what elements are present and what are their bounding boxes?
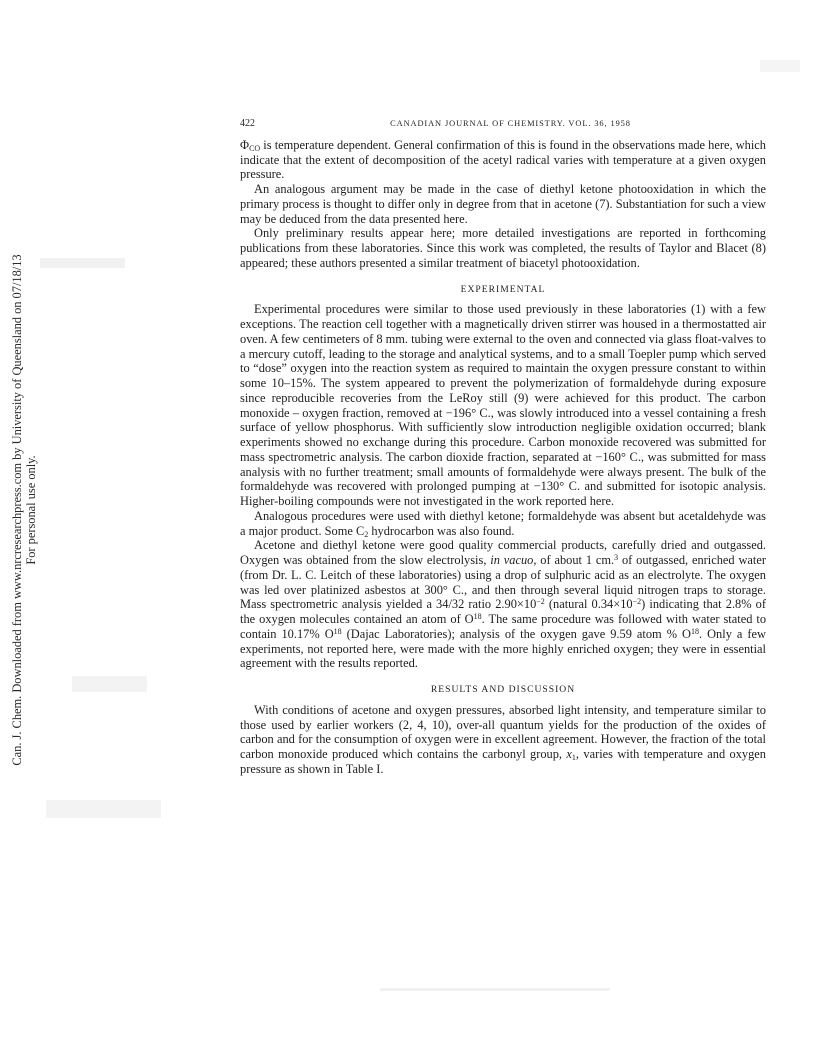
superscript: 18 xyxy=(473,612,482,621)
text-run: of outgassed, enriched water (from Dr. L. C. Leitch of these laboratories) using a drop of sulphuric acid as an electrolyte. The oxygen was led over platinized asbestos at 300° C., and then through several liquid nitrogen traps to storage. Mass spectrometric analysis yielded a 34/32 ratio 2.90×10 xyxy=(240,553,766,612)
text-run: . The same procedure was followed with water stated to contain 10.17% O xyxy=(240,612,767,641)
intro-paragraph-3: Only preliminary results appear here; more detailed investigations are reported in forthcoming publications from these laboratories. Since this work was completed, the results of Taylor and Blacet (8) appeared; these authors presented a similar treatment of biacetyl photooxidation. xyxy=(240,226,766,270)
download-watermark xyxy=(2,245,44,765)
italic-phrase: in vacuo xyxy=(490,553,534,567)
scan-noise xyxy=(46,800,161,818)
experimental-paragraph-3 xyxy=(240,538,766,671)
superscript: −2 xyxy=(632,597,642,607)
running-header xyxy=(240,117,766,132)
phi-symbol: Φ xyxy=(240,137,250,152)
watermark-source-line: Can. J. Chem. Downloaded from www.nrcresearchpress.com by University of Queensland on 07/18/13 xyxy=(10,254,24,766)
superscript: 18 xyxy=(691,626,699,636)
experimental-heading: EXPERIMENTAL xyxy=(460,283,546,295)
text-run: , of about 1 cm. xyxy=(533,553,615,567)
text-run: hydrocarbon was also found. xyxy=(368,523,515,538)
scan-noise xyxy=(380,988,610,991)
experimental-paragraph-1: Experimental procedures were similar to those used previously in these laboratories (1) with a few exceptions. The reaction cell together with a magnetically driven stirrer was housed in a thermostatted air oven. A few centimeters of 8 mm. tubing were external to the oven and connected via glass float-valves to a mercury cutoff, leading to the storage and analytical systems, and to a small Toepler pump which served to “dose” oxygen into the reaction system as required to maintain the oxygen pressure constant to within some 10–15%. The system appeared to prevent the polymerization of formaldehyde during exposure since reproducible recoveries from the LeRoy still (9) were achieved for this product. The carbon monoxide – oxygen fraction, removed at −196° C., was slowly introduced into a vessel containing a fresh surface of yellow phosphorus. With sufficiently slow introduction negligible oxidation occurred; blank experiments showed no exchange during this procedure. Carbon monoxide recovered was submitted for mass spectrometric analysis. The carbon dioxide fraction, separated at −160° C., was submitted for mass analysis with no further treatment; small amounts of formaldehyde were always present. The bulk of the formaldehyde was recovered with prolonged pumping at −130° C. and submitted for isotopic analysis. Higher-boiling compounds were not investigated in the work reported here. xyxy=(240,302,766,508)
download-watermark-text xyxy=(10,254,38,765)
subscript: 2 xyxy=(364,529,369,539)
text-run: (Dajac Laboratories); analysis of the oxygen gave 9.59 atom % O xyxy=(341,626,691,641)
results-paragraph-1 xyxy=(240,703,766,777)
scan-noise xyxy=(760,60,800,72)
text-run: With conditions of acetone and oxygen pressures, absorbed light intensity, and temperature similar to those used by earlier workers (2, 4, 10), over-all quantum yields for the production of the oxides of carbon and for the consumption of oxygen were in excellent agreement. However, the fraction of the total carbon monoxide produced which contains the carbonyl group, xyxy=(240,702,766,761)
subscript: 1 xyxy=(571,753,576,762)
experimental-paragraph-2 xyxy=(240,509,766,539)
page-number: 422 xyxy=(240,118,255,129)
text-run: , varies with temperature and oxygen pressure as shown in Table I. xyxy=(240,747,767,776)
journal-page xyxy=(240,117,766,777)
scan-noise xyxy=(72,676,147,692)
scan-noise xyxy=(40,258,125,268)
results-heading: RESULTS AND DISCUSSION xyxy=(430,684,576,695)
superscript: 18 xyxy=(333,626,342,636)
journal-title: CANADIAN JOURNAL OF CHEMISTRY. VOL. 36, 1958 xyxy=(390,119,631,128)
intro-paragraph-1 xyxy=(240,138,766,182)
superscript: 3 xyxy=(614,553,619,562)
text-run: (natural 0.34×10 xyxy=(544,597,633,612)
text-run: ) indicating that 2.8% of the oxygen molecules contained an atom of O xyxy=(240,597,766,626)
phi-subscript: CO xyxy=(249,143,261,153)
watermark-usage-line: For personal use only. xyxy=(24,455,38,565)
text-run: Analogous procedures were used with diethyl ketone; formaldehyde was absent but acetaldehyde was a major product. Some C xyxy=(240,508,766,538)
intro-paragraph-2: An analogous argument may be made in the case of diethyl ketone photooxidation in which the primary process is thought to differ only in degree from that in acetone (7). Substantiation for such a view may be deduced from the data presented here. xyxy=(240,182,766,226)
variable-x: x xyxy=(566,747,572,761)
text-run: Acetone and diethyl ketone were good quality commercial products, carefully dried and outgassed. Oxygen was obtained from the slow electrolysis, xyxy=(240,538,766,567)
intro-paragraph-1-text: is temperature dependent. General confirmation of this is found in the observations made here, which indicate that the extent of decomposition of the acetyl radical varies with temperature at a given oxygen pressure. xyxy=(240,137,766,182)
text-run: . Only a few experiments, not reported here, were made with the more highly enriched oxygen; they were in essential agreement with the results reported. xyxy=(240,626,766,671)
superscript: −2 xyxy=(536,597,545,607)
